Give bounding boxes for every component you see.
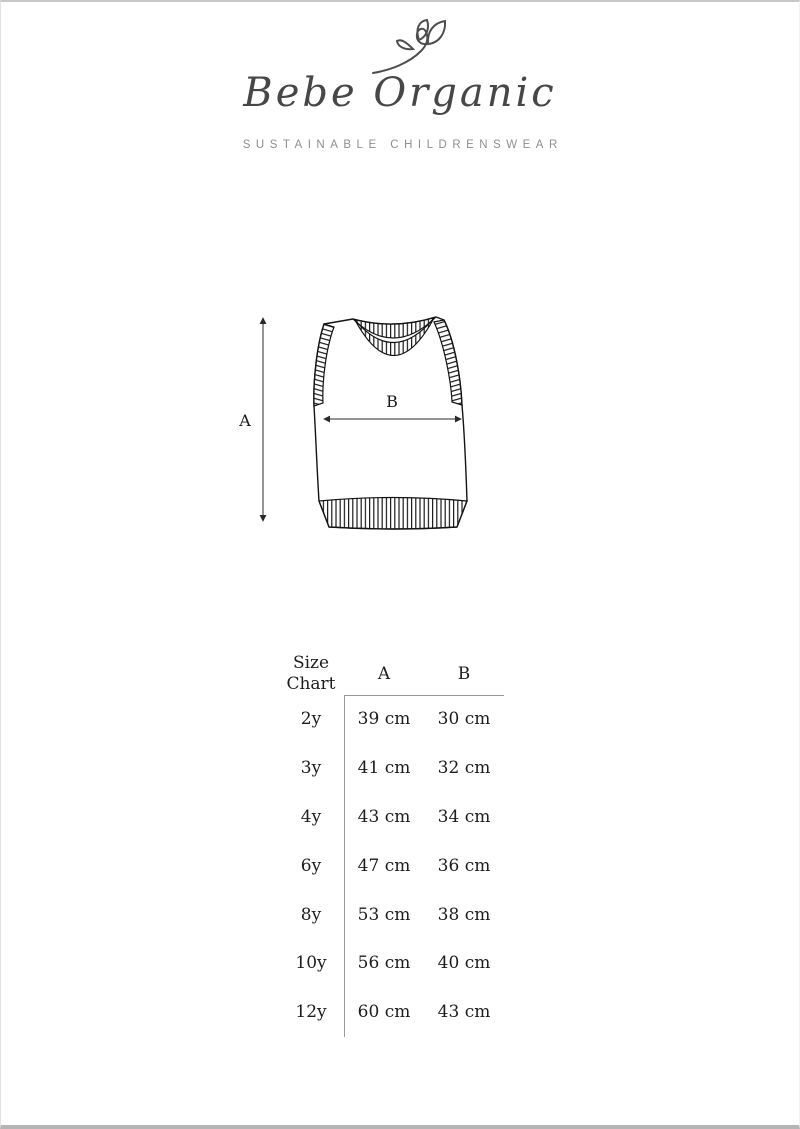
table-horizontal-rule	[344, 695, 504, 696]
value-a: 56 cm	[357, 953, 411, 974]
value-a: 53 cm	[357, 904, 411, 925]
table-row	[278, 841, 504, 890]
size-label: 6y	[300, 855, 322, 876]
vest-measurement-diagram	[229, 300, 487, 545]
size-chart-table	[278, 652, 504, 1037]
size-label: 3y	[300, 758, 322, 779]
size-label: 10y	[295, 953, 327, 974]
value-b: 40 cm	[437, 953, 491, 974]
value-b: 36 cm	[437, 855, 491, 876]
column-header-b: B	[457, 663, 471, 684]
size-label: 8y	[300, 904, 322, 925]
label-a: A	[239, 411, 251, 430]
table-vertical-rule	[344, 695, 345, 1037]
column-header-a: A	[377, 663, 391, 684]
measurement-arrow-a	[238, 318, 263, 521]
size-label: 2y	[300, 709, 322, 730]
label-b: B	[386, 392, 398, 411]
value-b: 32 cm	[437, 758, 491, 779]
size-label: 12y	[295, 1002, 327, 1023]
value-b: 34 cm	[437, 806, 491, 827]
size-chart-title: Size Chart	[286, 652, 336, 694]
value-a: 41 cm	[357, 758, 411, 779]
value-a: 60 cm	[357, 1002, 411, 1023]
table-row	[278, 890, 504, 939]
brand-tagline: SUSTAINABLE CHILDRENSWEAR	[242, 139, 563, 151]
vest-drawing	[314, 317, 467, 529]
brand-wordmark: Bebe Organic	[243, 70, 557, 116]
table-row	[278, 793, 504, 842]
value-b: 43 cm	[437, 1002, 491, 1023]
value-b: 38 cm	[437, 904, 491, 925]
size-chart-header	[278, 652, 504, 695]
table-row	[278, 695, 504, 744]
value-a: 43 cm	[357, 806, 411, 827]
size-label: 4y	[300, 806, 322, 827]
value-a: 47 cm	[357, 855, 411, 876]
value-a: 39 cm	[357, 709, 411, 730]
table-row	[278, 939, 504, 988]
table-row	[278, 988, 504, 1037]
value-b: 30 cm	[437, 709, 491, 730]
table-row	[278, 744, 504, 793]
